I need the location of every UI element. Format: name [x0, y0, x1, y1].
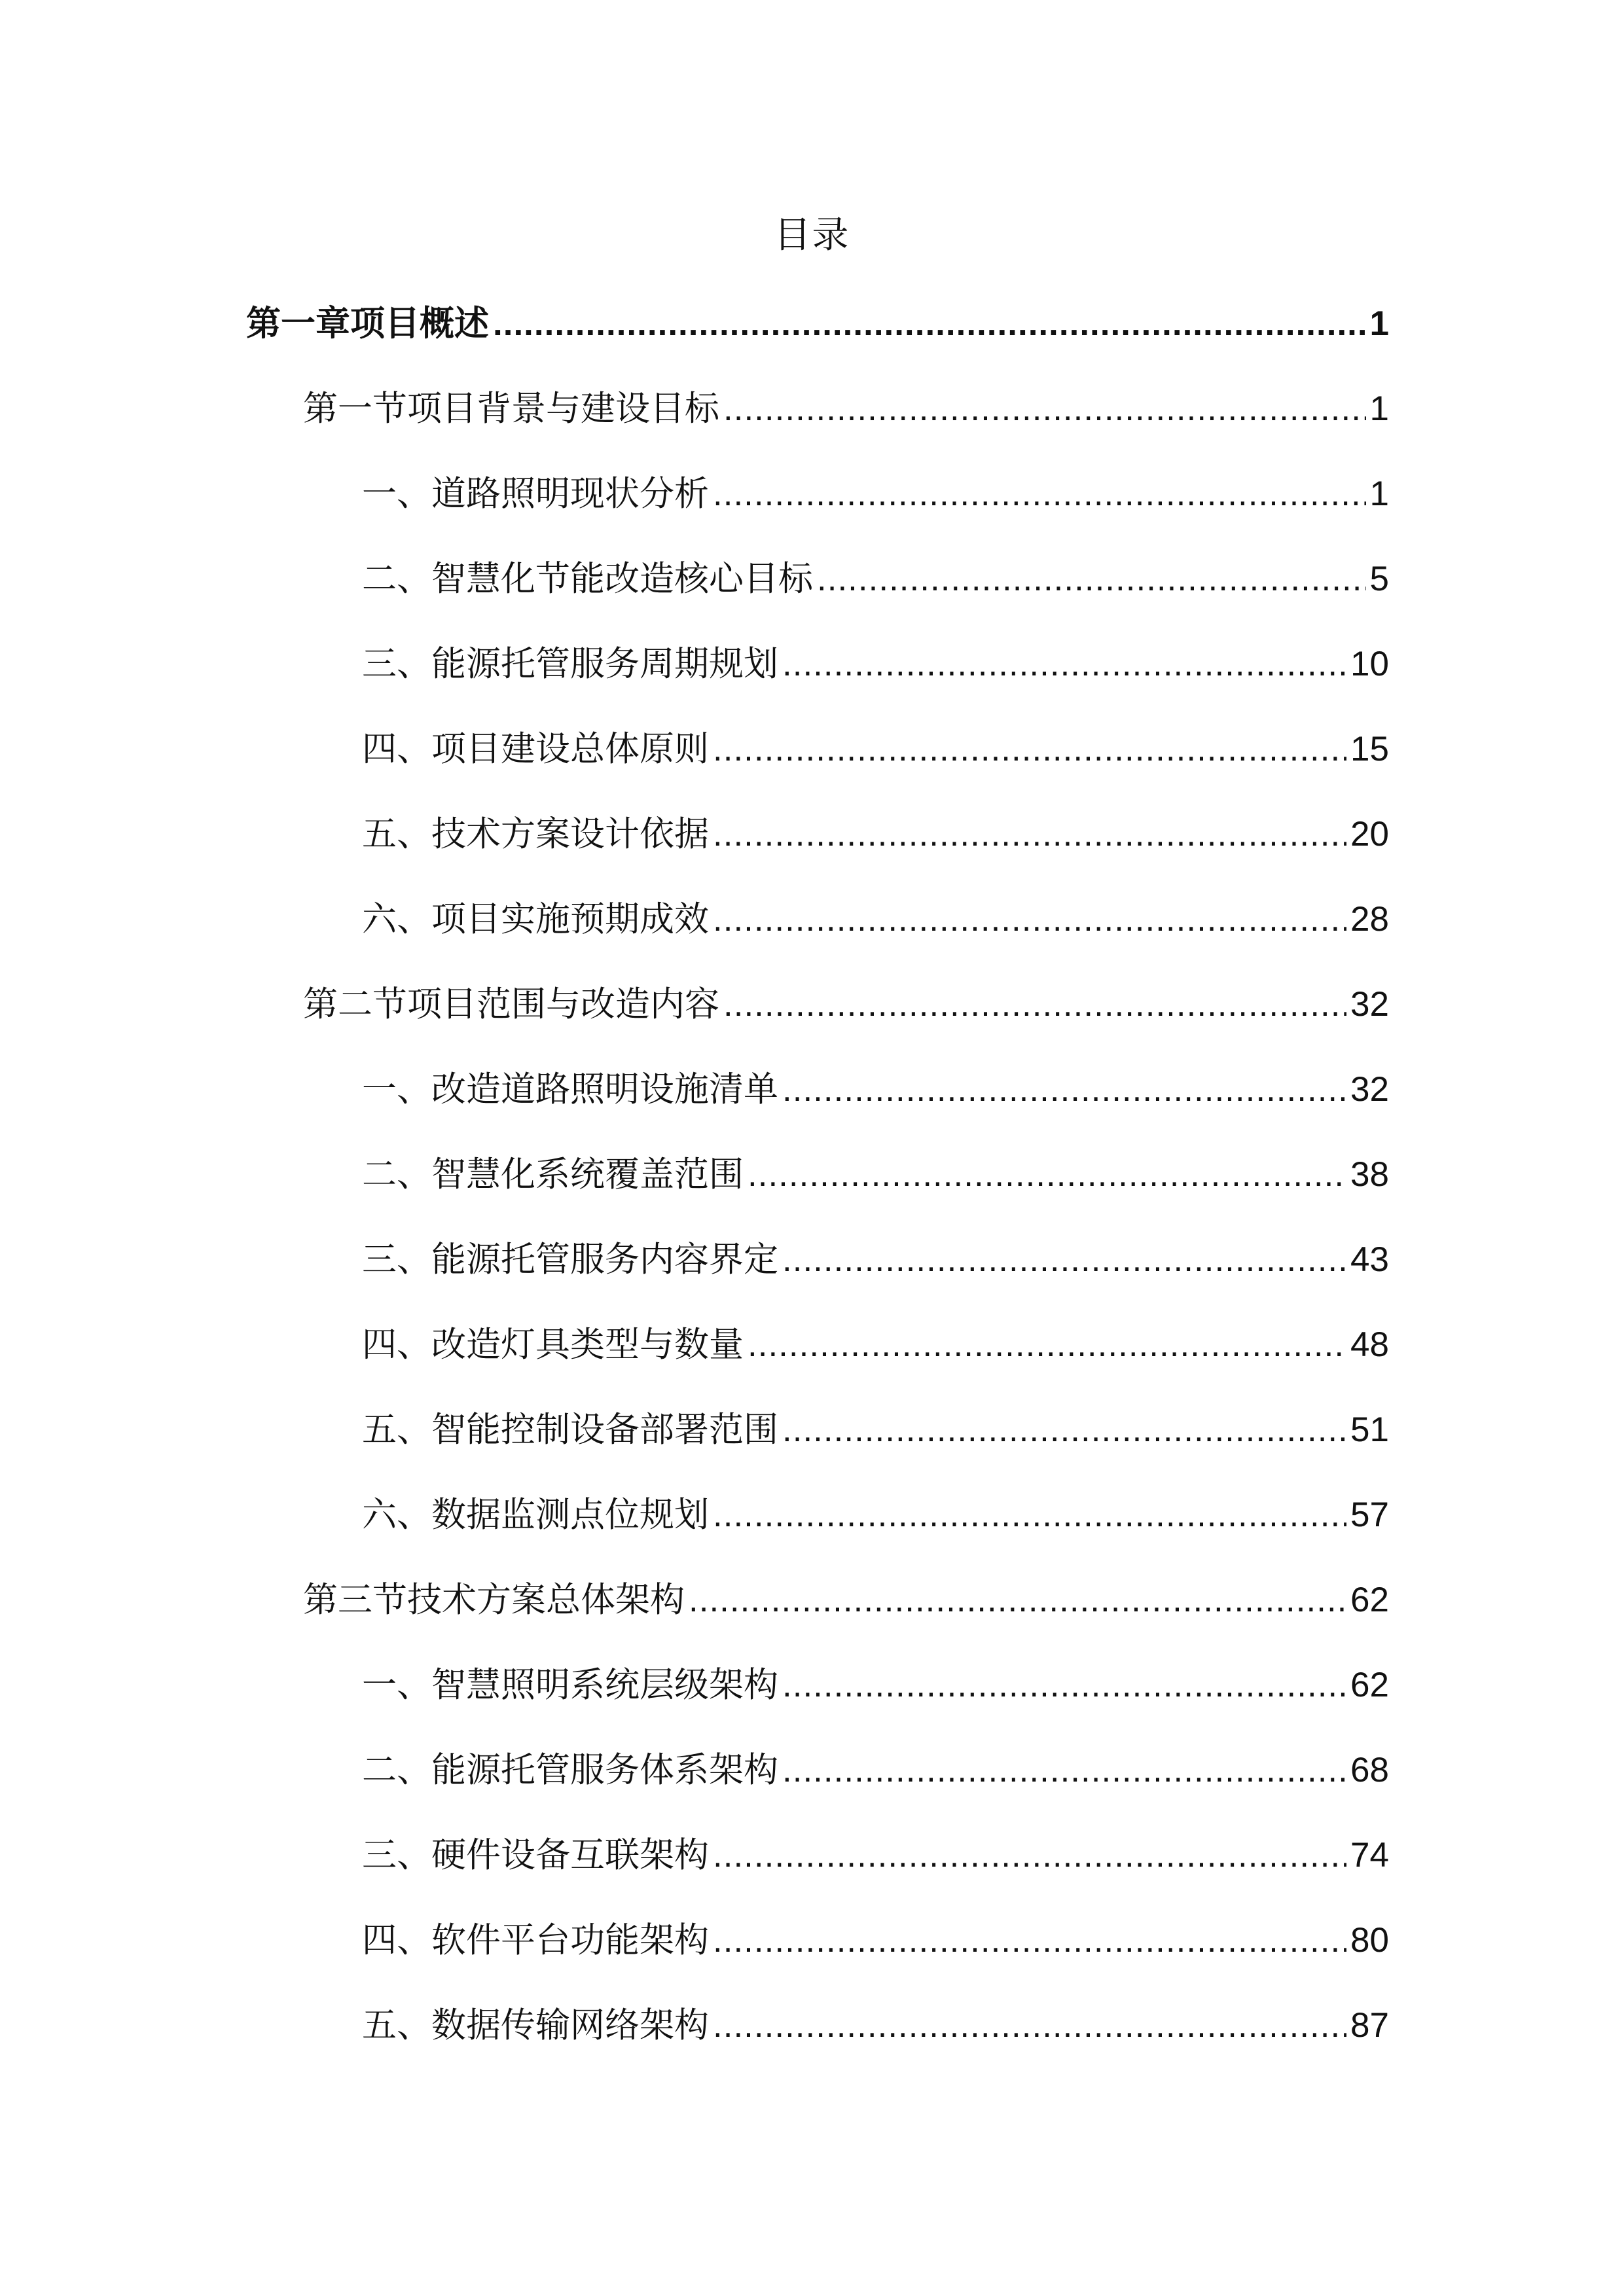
toc-page-number: 32 [1350, 1070, 1389, 1109]
toc-entry-text: 四、软件平台功能架构 [362, 1920, 709, 1960]
toc-entry-text: 五、智能控制设备部署范围 [362, 1410, 778, 1450]
toc-entry-text: 第一章项目概述 [246, 304, 489, 344]
toc-page-number: 1 [1369, 304, 1389, 343]
toc-entry-subsection[interactable] [0, 1404, 1624, 1489]
toc-entry-subsection[interactable] [0, 808, 1624, 893]
toc-page-number: 10 [1350, 645, 1389, 683]
toc-page-number: 5 [1369, 560, 1389, 598]
toc-page-number: 51 [1350, 1410, 1389, 1449]
toc-entry-text: 三、能源托管服务周期规划 [362, 644, 778, 684]
toc-dot-leader [713, 2000, 1346, 2052]
toc-entry-text: 一、改造道路照明设施清单 [362, 1069, 778, 1109]
toc-entry-subsection[interactable] [0, 2000, 1624, 2085]
toc-dot-leader [713, 468, 1366, 520]
toc-page-number: 15 [1350, 730, 1389, 768]
toc-entry-subsection[interactable] [0, 1064, 1624, 1149]
toc-page-number: 87 [1350, 2006, 1389, 2045]
toc-entry-text: 五、数据传输网络架构 [362, 2005, 709, 2045]
toc-page-number: 20 [1350, 815, 1389, 853]
toc-entry-subsection[interactable] [0, 1744, 1624, 1829]
toc-entry-subsection[interactable] [0, 1659, 1624, 1744]
toc-entry-text: 第一节项目背景与建设目标 [303, 389, 719, 429]
toc-dot-leader [713, 893, 1346, 946]
toc-entry-subsection[interactable] [0, 1319, 1624, 1404]
toc-dot-leader [723, 383, 1366, 435]
toc-page-number: 43 [1350, 1240, 1389, 1279]
toc-page-number: 38 [1350, 1155, 1389, 1194]
toc-entry-text: 三、能源托管服务内容界定 [362, 1240, 778, 1280]
toc-page-number: 62 [1350, 1666, 1389, 1704]
toc-page-number: 48 [1350, 1325, 1389, 1364]
toc-entry-chapter[interactable] [0, 298, 1624, 383]
toc-entry-text: 一、道路照明现状分析 [362, 474, 709, 514]
toc-entry-text: 第三节技术方案总体架构 [303, 1580, 685, 1620]
toc-list [0, 298, 1624, 2085]
toc-entry-text: 二、能源托管服务体系架构 [362, 1750, 778, 1790]
toc-page-number: 57 [1350, 1496, 1389, 1534]
toc-page-number: 80 [1350, 1921, 1389, 1960]
toc-dot-leader [782, 638, 1346, 691]
toc-dot-leader [782, 1404, 1346, 1456]
toc-entry-text: 三、硬件设备互联架构 [362, 1835, 709, 1875]
toc-page-number: 28 [1350, 900, 1389, 939]
toc-entry-subsection[interactable] [0, 1149, 1624, 1234]
toc-entry-subsection[interactable] [0, 1914, 1624, 2000]
toc-entry-subsection[interactable] [0, 553, 1624, 638]
toc-entry-text: 四、项目建设总体原则 [362, 729, 709, 769]
toc-entry-text: 六、项目实施预期成效 [362, 899, 709, 939]
toc-dot-leader [713, 1489, 1346, 1541]
toc-page-number: 1 [1369, 389, 1389, 428]
toc-entry-text: 五、技术方案设计依据 [362, 814, 709, 854]
toc-entry-section[interactable] [0, 978, 1624, 1064]
toc-dot-leader [713, 1914, 1346, 1967]
toc-entry-subsection[interactable] [0, 723, 1624, 808]
toc-entry-subsection[interactable] [0, 893, 1624, 978]
toc-entry-subsection[interactable] [0, 1489, 1624, 1574]
toc-dot-leader [689, 1574, 1346, 1626]
toc-entry-section[interactable] [0, 1574, 1624, 1659]
toc-dot-leader [782, 1659, 1346, 1712]
toc-dot-leader [493, 298, 1366, 350]
toc-entry-text: 二、智慧化系统覆盖范围 [362, 1155, 744, 1194]
toc-page-number: 62 [1350, 1581, 1389, 1619]
toc-dot-leader [782, 1234, 1346, 1286]
toc-dot-leader [782, 1064, 1346, 1116]
toc-entry-subsection[interactable] [0, 638, 1624, 723]
toc-dot-leader [713, 723, 1346, 776]
toc-dot-leader [713, 808, 1346, 861]
toc-page-number: 1 [1369, 475, 1389, 513]
toc-entry-text: 第二节项目范围与改造内容 [303, 984, 719, 1024]
toc-dot-leader [748, 1319, 1346, 1371]
toc-entry-section[interactable] [0, 383, 1624, 468]
toc-dot-leader [723, 978, 1346, 1031]
toc-title: 目录 [774, 214, 850, 257]
toc-dot-leader [748, 1149, 1346, 1201]
toc-entry-subsection[interactable] [0, 468, 1624, 553]
toc-entry-text: 六、数据监测点位规划 [362, 1495, 709, 1535]
toc-entry-subsection[interactable] [0, 1234, 1624, 1319]
toc-dot-leader [713, 1829, 1346, 1882]
toc-entry-text: 二、智慧化节能改造核心目标 [362, 559, 813, 599]
toc-page-number: 68 [1350, 1751, 1389, 1789]
toc-entry-subsection[interactable] [0, 1829, 1624, 1914]
toc-entry-text: 一、智慧照明系统层级架构 [362, 1665, 778, 1705]
toc-page-number: 32 [1350, 985, 1389, 1024]
toc-entry-text: 四、改造灯具类型与数量 [362, 1325, 744, 1365]
toc-dot-leader [817, 553, 1366, 605]
toc-dot-leader [782, 1744, 1346, 1797]
toc-page-number: 74 [1350, 1836, 1389, 1874]
